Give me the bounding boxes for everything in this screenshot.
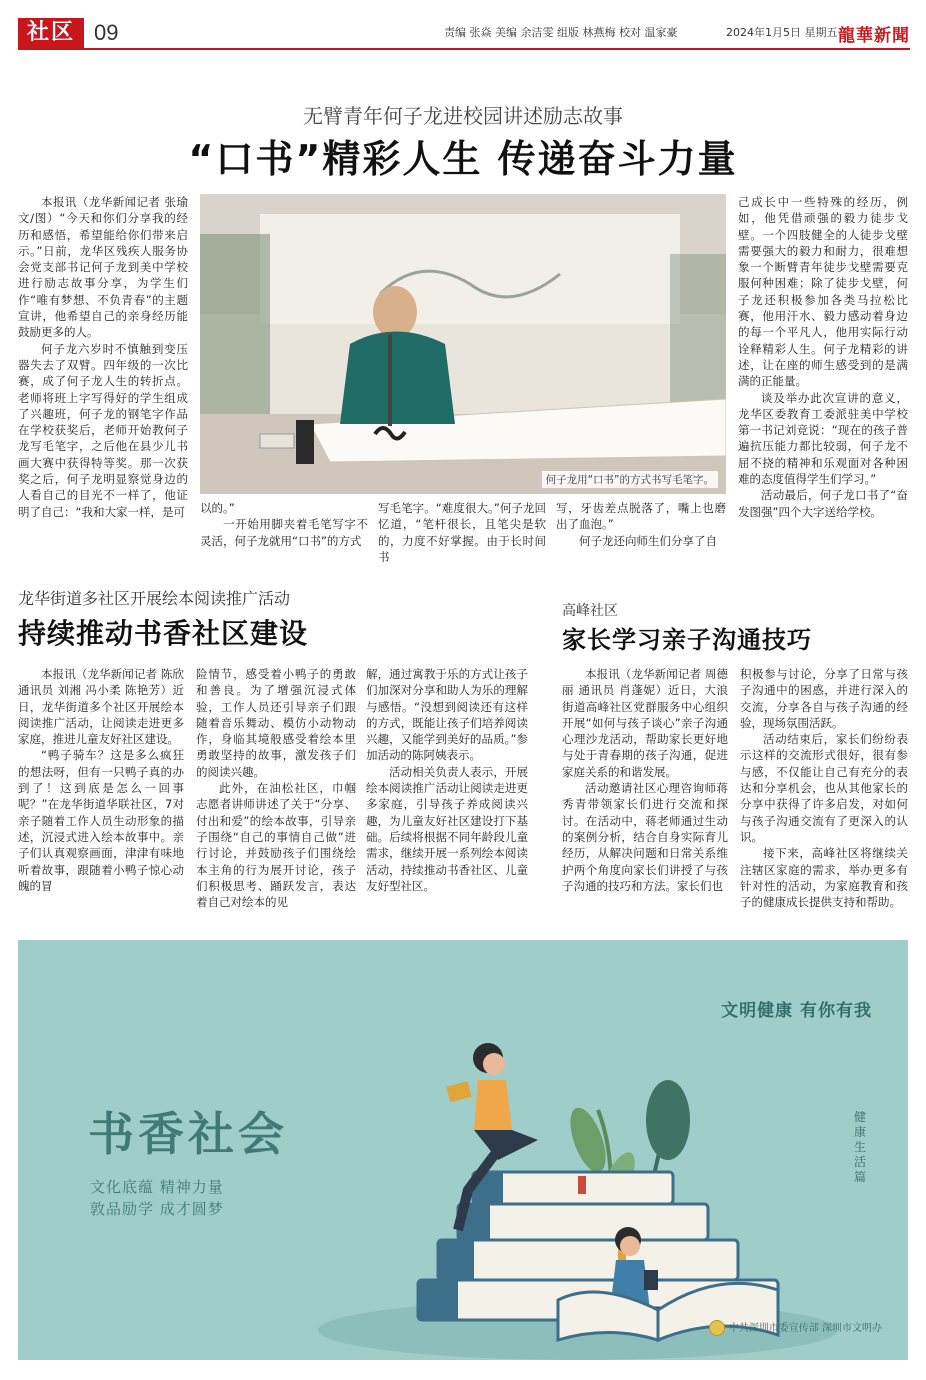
article-paragraph: 活动最后，何子龙口书了“奋发图强”四个大字送给学校。 bbox=[738, 488, 908, 519]
article-paragraph: 此外，在油松社区，巾帼志愿者讲师讲述了关于“分享、付出和爱”的绘本故事，引导亲子围绕“自己的事情自己做”进行讨论，并鼓励孩子们围绕绘本主角的行为展开讨论，孩子们积极思考、踊跃发言，表达着自己对绘本的见 bbox=[196, 781, 356, 910]
issue-date: 2024年1月5日 星期五 bbox=[726, 26, 838, 39]
photo-caption: 何子龙用“口书”的方式书写毛笔字。 bbox=[542, 471, 718, 488]
banner-slogan: 文明健康 有你有我 bbox=[721, 1001, 872, 1021]
article2-title: 持续推动书香社区建设 bbox=[18, 617, 309, 650]
article-paragraph: 写毛笔字。“难度很大。”何子龙回忆道，“笔杆很长，且笔尖是软的，力度不好掌握。由于长时间书 bbox=[378, 501, 546, 564]
banner-title: 书香社会 bbox=[88, 1107, 288, 1161]
article1-subtitle: 无臂青年何子龙进校园讲述励志故事 bbox=[303, 104, 623, 128]
article1-column-5 bbox=[738, 194, 908, 520]
article3-column-2 bbox=[740, 666, 908, 910]
article-paragraph: 险情节，感受着小鸭子的勇敢和善良。为了增强沉浸式体验，工作人员还引导亲子们跟随着音乐舞动、模仿小动物动作，身临其境般感受着绘本里勇敢坚持的故事，激发孩子们的阅读兴趣。 bbox=[196, 667, 356, 779]
banner-vertical-label: 健康生活篇 bbox=[854, 1110, 867, 1184]
article-paragraph: 本报讯（龙华新闻记者 张瑜 文/图）“今天和你们分享我的经历和感悟，希望能给你们带来启示。”日前，龙华区残疾人服务协会党支部书记何子龙到美中学校进行励志故事分享，为学生们作“唯有梦想、不负青春”的主题宣讲，他希望自己的亲身经历能鼓励更多的人。 bbox=[18, 195, 188, 340]
article-paragraph: “鸭子骑车？这是多么疯狂的想法呀，但有一只鸭子真的办到了！这到底是怎么一回事呢？”在龙华街道华联社区，7对亲子随着工作人员生动形象的描述，沉浸式进入绘本故事中。亲子们认真观察画面，津津有味地听着故事，跟随着小鸭子惊心动魄的冒 bbox=[18, 748, 184, 893]
article1-column-2 bbox=[200, 500, 368, 549]
page-header bbox=[18, 18, 910, 50]
article-paragraph: 以的。” bbox=[200, 501, 235, 515]
article3-title: 家长学习亲子沟通技巧 bbox=[562, 626, 812, 654]
article-paragraph: 活动相关负责人表示，开展绘本阅读推广活动让阅读走进更多家庭，引导孩子养成阅读兴趣，为儿童友好社区建设打下基础。后续将根据不同年龄段儿童需求，继续开展一系列绘本阅读活动，持续推动书香社区、儿童友好型社区。 bbox=[366, 764, 528, 893]
article-paragraph: 接下来，高峰社区将继续关注辖区家庭的需求，举办更多有针对性的活动，为家庭教育和孩子的健康成长提供支持和帮助。 bbox=[740, 846, 908, 910]
article2-subtitle: 龙华街道多社区开展绘本阅读推广活动 bbox=[18, 589, 291, 608]
article1-column-3 bbox=[378, 500, 546, 565]
banner-footer bbox=[709, 1319, 882, 1336]
page-number: 09 bbox=[94, 20, 119, 45]
article-paragraph: 一开始用脚夹着毛笔写字不灵活，何子龙就用“口书”的方式 bbox=[200, 517, 368, 548]
public-service-banner bbox=[18, 940, 908, 1360]
article-paragraph: 本报讯（龙华新闻记者 陈欣 通讯员 刘湘 冯小柔 陈艳芳）近日，龙华街道多个社区开展绘本阅读推广活动，让阅读走进更多家庭，推进儿童友好社区建设。 bbox=[18, 667, 184, 747]
article-paragraph: 本报讯（龙华新闻记者 周德丽 通讯员 肖蓬妮）近日，大浪街道高峰社区党群服务中心组织开展“如何与孩子谈心”亲子沟通心理沙龙活动，帮助家长更好地与处于青春期的孩子沟通，促进家庭关系的和谐发展。 bbox=[562, 667, 728, 779]
editor-credits: 责编 张焱 美编 余洁雯 组版 林燕梅 校对 温家豪 bbox=[444, 26, 678, 39]
article-paragraph: 何子龙六岁时不慎触到变压器失去了双臂。四年级的一次比赛，成了何子龙人生的转折点。老师将班上字写得好的学生组成了兴趣班，何子龙的钢笔字作品在学校获奖后，老师开始教何子龙写毛笔字，之后他在县少儿书画大赛中获得特等奖。那一次获奖之后，何子龙明显察觉身边的人看自己的目光不一样了，他证明了自己：“我和大家一样，是可 bbox=[18, 341, 188, 519]
article-paragraph: 积极参与讨论，分享了日常与孩子沟通中的困惑，并进行深入的交流，分享各自与孩子沟通的经验，现场氛围活跃。 bbox=[740, 667, 908, 730]
article-paragraph: 谈及举办此次宣讲的意义，龙华区委教育工委派驻美中学校第一书记刘竞说：“现在的孩子普遍抗压能力都比较弱，何子龙不屈不挠的精神和乐观面对各种困难的态度值得学生们学习。” bbox=[738, 390, 908, 487]
article-paragraph: 何子龙还向师生们分享了自 bbox=[579, 533, 717, 548]
emblem-icon bbox=[709, 1320, 725, 1336]
photo-illustration bbox=[200, 194, 726, 494]
banner-line-1: 文化底蕴 精神力量 bbox=[90, 1178, 224, 1196]
article1-title: “口书”精彩人生 传递奋斗力量 bbox=[188, 137, 738, 181]
article-paragraph: 写，牙齿差点脱落了，嘴上也磨出了血泡。” bbox=[556, 501, 726, 532]
article3-subtitle: 高峰社区 bbox=[562, 603, 618, 619]
article-paragraph: 活动结束后，家长们纷纷表示这样的交流形式很好，很有参与感，不仅能让自己有充分的表达和分享机会，也从其他家长的分享中获得了许多启发，对如何与孩子沟通交流有了更深入的认识。 bbox=[740, 732, 908, 844]
article-paragraph: 解，通过寓教于乐的方式让孩子们加深对分享和助人为乐的理解与感悟。“没想到阅读还有这样的方式，既能让孩子们培养阅读兴趣，又能学到美好的品质。”参加活动的陈阿姨表示。 bbox=[366, 667, 528, 763]
banner-sponsor: 中共深圳市委宣传部 深圳市文明办 bbox=[728, 1323, 882, 1334]
article1-column-4 bbox=[556, 500, 726, 549]
article1-column-1 bbox=[18, 194, 188, 520]
article3-column-1 bbox=[562, 666, 728, 894]
article2-column-1 bbox=[18, 666, 184, 894]
newspaper-logo: 龍華新聞 bbox=[838, 26, 910, 46]
article-paragraph: 活动邀请社区心理咨询师蒋秀青带领家长们进行交流和探讨。在活动中，蒋老师通过生动的案例分析，结合自身实际育儿经历，从解决问题和日常关系维护两个角度向家长们讲授了与孩子沟通的技巧和方法。家长们也 bbox=[562, 781, 728, 893]
banner-line-2: 敦品励学 成才圆梦 bbox=[90, 1200, 224, 1218]
article2-column-3 bbox=[366, 666, 528, 894]
article2-column-2 bbox=[196, 666, 356, 910]
article1-photo bbox=[200, 194, 726, 494]
article-paragraph: 己成长中一些特殊的经历，例如，他凭借顽强的毅力徒步戈壁。一个四肢健全的人徒步戈壁需要强大的毅力和耐力，很难想象一个断臂青年徒步戈壁需要克服何种困难；除了徒步戈壁，何子龙还积极参加各类马拉松比赛，他用汗水、毅力感动着身边的每一个平凡人，他用实际行动诠释精彩人生。何子龙精彩的讲述，让在座的师生感受到的是满满的正能量。 bbox=[738, 195, 908, 389]
section-tag: 社区 bbox=[18, 18, 84, 48]
